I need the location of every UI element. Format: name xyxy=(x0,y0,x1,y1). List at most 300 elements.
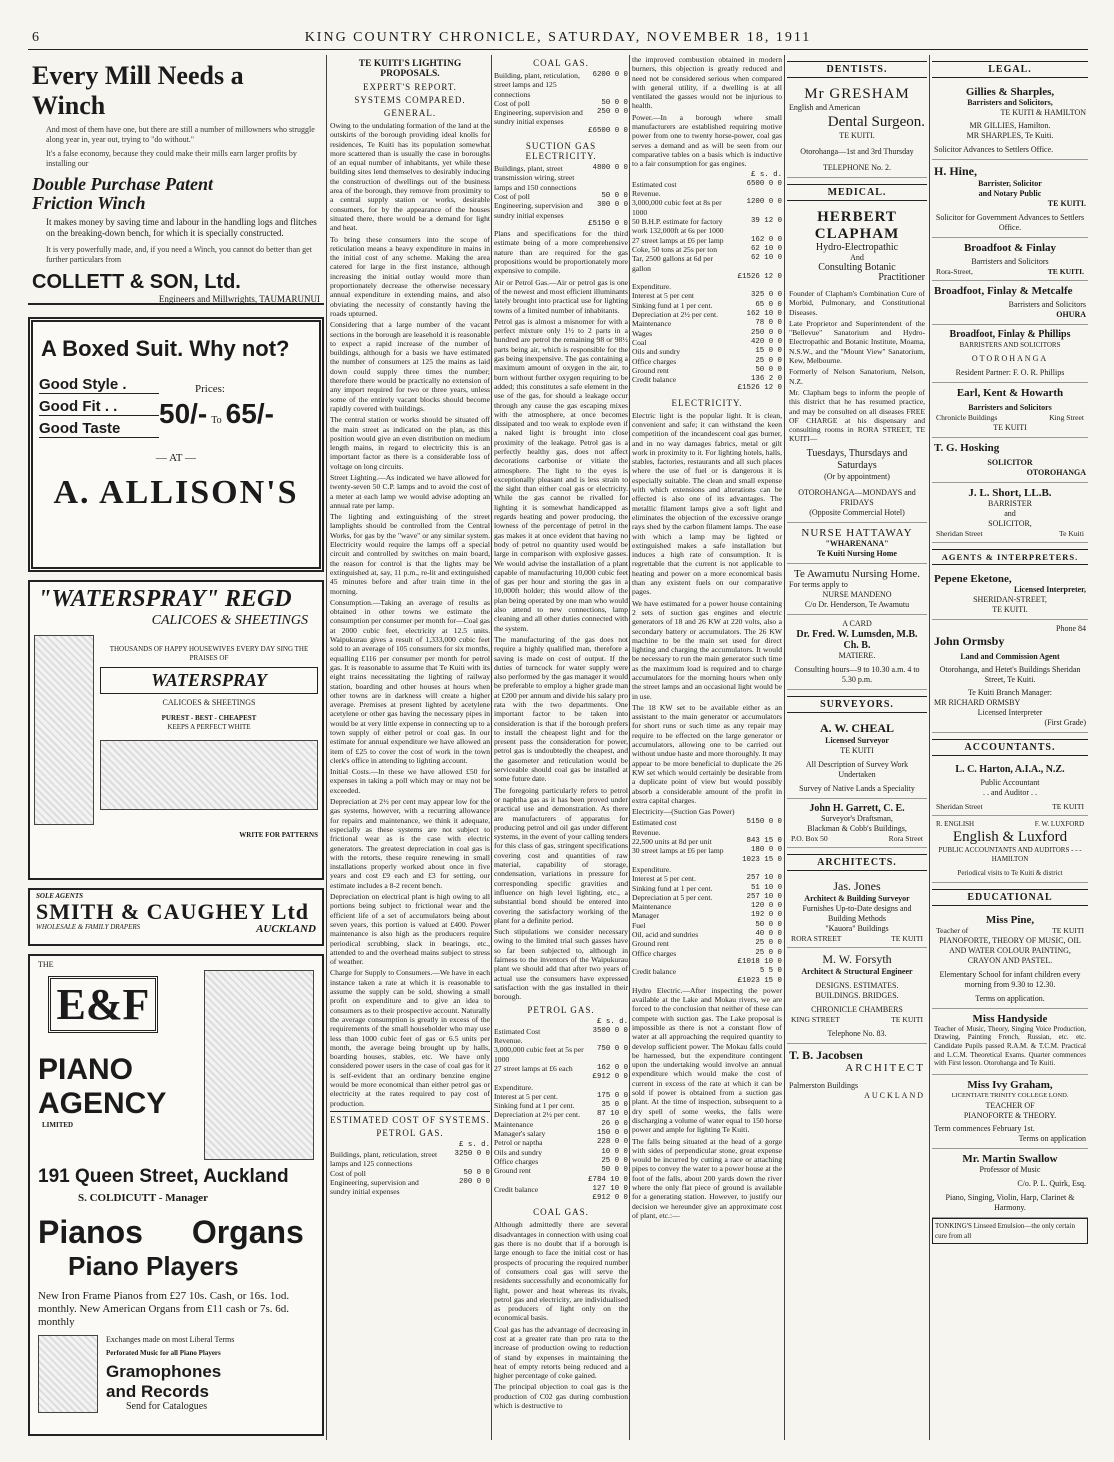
entry-line: Sheridan Street xyxy=(936,528,983,538)
suction-heading: SUCTION GAS ELECTRICITY. xyxy=(525,141,597,162)
cost-row xyxy=(494,99,628,108)
directory-entry xyxy=(787,615,927,690)
directory-entry xyxy=(932,760,1088,816)
cost-label: Sinking fund at 1 per cent. xyxy=(632,300,713,310)
entry-line: TE KUITI. xyxy=(1047,199,1086,208)
entry-line: Practitioner xyxy=(878,272,925,283)
entry-line: Professor of Music xyxy=(979,1164,1041,1174)
smith-caughey-label: SOLE AGENTS xyxy=(36,892,84,900)
cost-value: 50 0 0 xyxy=(755,365,782,374)
cost-row xyxy=(330,1169,490,1178)
cost-value: 162 0 0 xyxy=(750,235,782,244)
piano-music: Perforated Music for all Piano Players xyxy=(106,1349,221,1357)
cost-row xyxy=(632,865,782,874)
piano-manager: S. COLDICUTT - Manager xyxy=(78,1192,208,1204)
entry-line: Hydro-Electropathic xyxy=(815,242,899,253)
piano-logo: E&F xyxy=(48,976,158,1033)
cost-value: £1526 12 0 xyxy=(737,384,782,393)
waterspray-advertisement xyxy=(28,580,324,880)
entry-line: ARCHITECT xyxy=(845,1061,925,1074)
section-heading-educational: EDUCATIONAL xyxy=(932,889,1088,906)
entry-name: Miss Pine, xyxy=(985,914,1035,927)
cost-row xyxy=(632,384,782,393)
directory-entry xyxy=(787,523,927,564)
cost-label: Petrol or naptha xyxy=(494,1138,543,1148)
cost-label: Cost of poll xyxy=(494,191,530,201)
entry-name: Jas. Jones xyxy=(833,879,881,894)
allison-price-to-word: To xyxy=(211,415,222,426)
cost-value: 50 0 0 xyxy=(463,1168,490,1177)
entry-line: Solicitor Advances to Settlers Office. xyxy=(934,145,1054,154)
entry-line: For terms apply to xyxy=(789,579,848,589)
article-subtitle: GENERAL. xyxy=(383,108,437,118)
waterspray-sub-2: CALICOES & SHEETINGS xyxy=(162,698,256,707)
allison-point: Good Style . xyxy=(39,376,159,394)
entry-line: "WHARENANA" xyxy=(825,538,889,548)
cost-label: Oil, acid and sundries xyxy=(632,930,699,940)
entry-name: Te Awamutu Nursing Home. xyxy=(794,567,920,580)
waterspray-banner: THOUSANDS OF HAPPY HOUSEWIVES EVERY DAY SING THE PRAISES OF xyxy=(109,645,309,662)
cost-row xyxy=(632,189,782,198)
directory-entry xyxy=(787,1044,927,1105)
cost-row xyxy=(494,1166,628,1175)
cost-row xyxy=(632,236,782,245)
entry-name: NURSE HATTAWAY xyxy=(801,526,913,539)
entry-line: AUCKLAND xyxy=(864,1090,925,1100)
money-heading: £ s. d. xyxy=(750,170,782,179)
article-title: TE KUITI'S LIGHTING PROPOSALS. xyxy=(358,59,462,79)
cost-label: Office charges xyxy=(632,356,677,366)
cost-label: Buildings, plant, street transmission wiring, street lamps and 150 connections xyxy=(494,164,577,192)
cost-value: 420 0 0 xyxy=(750,337,782,346)
entry-line: TE KUITI xyxy=(1052,926,1084,936)
entry-line: MR RICHARD ORMSBY xyxy=(934,697,1021,707)
cost-label: Interest at 5 per cent xyxy=(632,291,694,301)
column-rule xyxy=(491,55,492,1440)
entry-line: Solicitor for Government Advances to Settlers Office. xyxy=(935,213,1085,232)
cost-value: 50 0 0 xyxy=(601,98,628,107)
cost-value: £1526 12 0 xyxy=(737,272,782,281)
smith-caughey-advertisement xyxy=(28,888,324,946)
cost-label: Revenue. xyxy=(494,1036,523,1046)
cost-row xyxy=(632,217,782,236)
column-rule xyxy=(629,55,630,1440)
cost-label: Tar, 2500 gallons at 6d per gallon xyxy=(632,254,713,273)
cost-value: 62 10 0 xyxy=(750,254,782,263)
cost-label: 22,500 units at 8d per unit xyxy=(632,837,712,847)
winch-advertisement xyxy=(28,55,324,305)
cost-label: Estimated cost xyxy=(632,179,677,189)
entry-line: SHERIDAN-STREET, xyxy=(973,594,1047,604)
professional-directory xyxy=(787,55,927,1440)
article-paragraph: Hydro Electric.—After inspecting the power available at the Lake and Mokau rivers, we are forced to the conclusion that neither of these can compete with suction gas. The Lake proposal is impossible as there is not a constant flow of water at all approaching the required quantity to develop sufficient power. The Mokau falls could be harnessed, but the expenditure contingent upon the undertaking would involve an annual expenditure which would make the cost of current in excess of the rate at which it can be sold if power is obtained from a suction gas plant. At the time of inspection, subsequent to a dry spell of some weeks, the falls were discharging a volume of water equal to 150 horse power and ample for lighting Te Kuiti. xyxy=(632,985,782,1135)
directory-entry xyxy=(932,438,1088,483)
entry-line: CHRONICLE CHAMBERS xyxy=(811,1005,903,1015)
entry-name: Miss Ivy Graham, xyxy=(967,1078,1053,1091)
cost-label: Oils and sundry xyxy=(632,347,681,357)
entry-line: TE KUITI. xyxy=(1047,267,1084,276)
entry-line: Survey of Native Lands a Speciality xyxy=(799,783,915,793)
entry-line: TE KUITI & HAMILTON xyxy=(1000,108,1086,117)
entry-name: Earl, Kent & Howarth xyxy=(956,387,1064,400)
article-paragraph: Such stipulations we consider necessary owing to the limited trial such gasses have so far been subjected to, although in fairness to the inventors of the Waipukurau plant we should add that after two years of actual use the consumers have expressed satisfaction with the gas installed in their borough. xyxy=(494,927,628,1002)
entry-line: MR SHARPLES, Te Kuiti. xyxy=(966,131,1054,140)
entry-line: King Street xyxy=(1049,413,1084,423)
cost-value: 150 0 0 xyxy=(596,1129,628,1138)
article-paragraph: To bring these consumers into the scope of reticulation means a heavy expenditure in mains in the initial cost of any scheme. Making the area catered for large in the first instance, although increasing the initial outlay would more than proportionately decrease the otherwise necessary annual expenditure in extending mains, and also obviating the necessity of constantly having the roads upturned. xyxy=(330,234,490,318)
cost-row xyxy=(494,1036,628,1045)
waterspray-sub: CALICOES & SHEETINGS xyxy=(151,613,308,628)
cost-label: Office charges xyxy=(494,1156,539,1166)
cost-table-title: ESTIMATED COST OF SYSTEMS. xyxy=(330,1111,490,1125)
cost-row xyxy=(632,902,782,911)
cost-row xyxy=(632,198,782,217)
entry-line: Te Kuiti xyxy=(1059,528,1084,538)
piano-gram-2: and Records xyxy=(106,1382,209,1401)
cost-row xyxy=(632,977,782,986)
entry-line: Elementary School for infant children every morning from 9.30 to 12.30. xyxy=(939,969,1081,989)
entry-line: Barristers and Solicitors xyxy=(971,257,1049,266)
cost-label: Expenditure. xyxy=(632,282,672,292)
cost-row xyxy=(632,828,782,837)
entry-paragraph: Teacher of Music, Theory, Singing Voice Production, Drawing, Painting French, Russian, etc. etc. Candidate Pupils passed R.A.M. & T.C.M. Practical and L.C.M. Theoretical Exams. Quarter commences with First lesson. Otorohanga and Te Kuiti. xyxy=(934,1024,1086,1068)
newspaper-title: KING COUNTRY CHRONICLE, SATURDAY, NOVEMBER 18, 1911 xyxy=(304,30,812,45)
cost-label: Engineering, supervision and sundry initial expenses xyxy=(494,108,583,127)
entry-line: MR GILLIES, Hamilton. xyxy=(969,121,1051,130)
cost-label: Cost of poll xyxy=(330,1168,366,1178)
cost-label: Ground rent xyxy=(632,939,669,949)
cost-value: 25 0 0 xyxy=(601,1156,628,1165)
cost-row xyxy=(632,338,782,347)
entry-line: Terms on application. xyxy=(975,993,1045,1003)
article-paragraph: Power.—In a borough where small manufacturers are established requiring motive power from one to twenty horse-power, coal gas serves a demand and as will be seen from our comparative tables on a basis which is inductive to a fair consumption for gas engines. xyxy=(632,112,782,169)
cost-row xyxy=(632,846,782,855)
article-paragraph: Charge for Supply to Consumers.—We have in each instance taken a rate at which it is reasonable to assume the supply can be sold, showing a small profit on expenditure and to give an idea to consumers as to their prospective account. Naturally the average consumption is greatly in excess of the requirements of the small householder who may use less than 1000 cubic feet of gas or 6.5 units per month, the average being brought up by halls, boarding houses, stables, etc. We have only considered power users in the case of coal gas for it is self-evident that an ordinary benzine engine would be more economical than either petrol gas or electricity at the rates required to pay cost of production. xyxy=(330,968,490,1108)
cost-value: 257 10 0 xyxy=(746,874,782,883)
entry-line: SOLICITOR xyxy=(987,457,1033,467)
article-paragraph: The 18 KW set to be available either as an assistant to the main generator or accumulators for short runs or such time as any repair may require to be effected on the large generator or accumulators, allowing one to be carried out without undue haste and more thoroughly. It may appear to be more beneficial to duplicate the 26 KW set which would certainly be desirable from a duplicate point of view but would possibly absorb a considerable amount of the profit in extra capital charges. xyxy=(632,702,782,805)
cost-row xyxy=(494,1157,628,1166)
cost-row xyxy=(494,1129,628,1138)
entry-line: Term commences February 1st. xyxy=(934,1123,1035,1133)
entry-line: C/o Dr. Henderson, Te Awamutu xyxy=(804,599,910,609)
article-paragraph: Electric light is the popular light. It is clean, convenient and safe; it can withstand the keen competition of the incandescent coal gas burner, and in no way damages fabrics, metal or gilt work in proximity to it. For lighting hotels, halls, stables, factories, restaurants and all such places where the use of fuel or is dangerous it is especially suitable. The clean and small expense with which extensions and alterations can be effected is also one of its advantages. The metallic filament lamps give a soft light and eliminates the objection of the excessive orange rays shed by the carbon filament lamps. The ease with which a lamp may be lighted or extinguished makes a safe installation but induces a high rate of consumption. It is regrettable that the current is not applicable to heating and power on a more economical basis than any existent fuels on our comparative pages. xyxy=(632,410,782,597)
cost-value: 6500 0 0 xyxy=(746,179,782,188)
entry-name: Broadfoot & Finlay xyxy=(963,242,1057,254)
entry-line: Piano, Singing, Violin, Harp, Clarinet & Harmony. xyxy=(945,1192,1075,1212)
cost-row xyxy=(632,282,782,291)
directory-entry xyxy=(932,483,1088,543)
entry-line: PIANOFORTE & THEORY. xyxy=(963,1110,1057,1120)
entry-line: NURSE MANDENO xyxy=(822,589,892,599)
entry-paragraph: Founder of Clapham's Combination Cure of Morbid, Pulmonary, and Constitutional Diseases. xyxy=(789,289,925,317)
cost-row xyxy=(494,1110,628,1119)
cost-value: 40 0 0 xyxy=(755,930,782,939)
piano-gram-1: Gramophones xyxy=(106,1362,222,1381)
cost-row xyxy=(330,1178,490,1197)
cost-value: 5150 0 0 xyxy=(746,818,782,827)
lighting-article-column xyxy=(330,55,490,1440)
entry-line: Sheridan Street xyxy=(936,801,983,811)
directory-entry xyxy=(787,875,927,948)
waterspray-brand: "WATERSPRAY" REGD xyxy=(38,586,292,612)
directory-entry xyxy=(932,816,1088,883)
directory-entry xyxy=(932,910,1088,1008)
winch-intro-2: It's a false economy, because they could make their mills earn larger profits by installing our xyxy=(46,149,297,168)
piano-line-2: Piano Players xyxy=(68,1251,239,1281)
directory-entry xyxy=(932,325,1088,383)
cost-value: 39 12 0 xyxy=(750,217,782,226)
cost-row xyxy=(632,856,782,865)
entry-line: Te Kuiti Nursing Home xyxy=(817,548,897,558)
cost-value: 192 0 0 xyxy=(750,911,782,920)
allison-point: Good Fit . . xyxy=(39,398,159,416)
piano-name-1: PIANO xyxy=(38,1053,134,1086)
article-paragraph: The principal objection to coal gas is the production of C02 gas during combustion which is destructive to xyxy=(494,1382,628,1411)
column-rule xyxy=(929,55,930,1440)
cost-row xyxy=(632,319,782,328)
entry-line: and Notary Public xyxy=(978,189,1042,198)
article-paragraph: Coal gas has the advantage of decreasing in cost at a greater rate than pro rata to the increase of production owing to reduction of stand by expenses in maintaining the heat of empty retorts being reduced and a higher percentage of coke gained. xyxy=(494,1324,628,1381)
cost-value: 162 0 0 xyxy=(596,1063,628,1072)
tonking-advert: TONKING'S Linseed Emulsion—the only certain cure from all xyxy=(932,1218,1088,1244)
entry-line: Land and Commission Agent xyxy=(960,651,1060,661)
cost-value: 200 0 0 xyxy=(458,1178,490,1187)
entry-line: A CARD xyxy=(842,618,872,628)
cost-label: Building, plant, reticulation, street lamps and 125 connections xyxy=(494,71,580,99)
entry-line: Consulting hours—9 to 10.30 a.m. 4 to 5.30 p.m. xyxy=(794,664,920,684)
cost-row xyxy=(494,1092,628,1101)
directory-entry xyxy=(787,948,927,1043)
smith-caughey-city: AUCKLAND xyxy=(256,923,316,935)
cost-row xyxy=(632,273,782,282)
article-paragraph: Air or Petrol Gas.—Air or petrol gas is one of the newest and most efficient illuminants lately brought into practical use for lighting towns of a limited number of inhabitants. xyxy=(494,277,628,315)
entry-line: F. W. LUXFORD xyxy=(1034,820,1084,829)
entry-paragraph: Mr. Clapham begs to inform the people of this district that he has resumed practice, and may be consulted on all diseases FREE OF CHARGE at his dispensary and consulting rooms in RORA STREET, TE KUITI— xyxy=(789,387,925,444)
entry-line: P.O. Box 50 xyxy=(791,833,828,843)
cost-value: 3500 0 0 xyxy=(592,1026,628,1035)
cost-row xyxy=(632,347,782,356)
cost-row xyxy=(494,1101,628,1110)
cost-value: 843 15 0 xyxy=(746,837,782,846)
entry-line: . . and Auditor . . xyxy=(983,787,1037,797)
gramophone-illustration xyxy=(38,1335,98,1413)
cost-label: Maintenance xyxy=(494,1119,534,1129)
article-paragraph: Depreciation at 2½ per cent may appear low for the gas systems, however, with a recurring allowance for repairs and maintenance, we think it adequate, especially as these systems are not subject to frictional wear as is the case with electric generators. The greatest depreciation in coal gas is with the retorts, these require renewing in small installations properly worked about once in five years and cost £9 each and £3 for setting, our estimate includes a 8-2 recent bench. xyxy=(330,797,490,890)
cost-value: 87 10 0 xyxy=(596,1110,628,1119)
directory-entry xyxy=(787,717,927,799)
entry-line: Periodical visits to Te Kuiti & district xyxy=(957,869,1063,878)
cost-label: Ground rent xyxy=(632,365,669,375)
cost-label: 3,000,000 cubic feet at 5s per 1000 xyxy=(494,1045,584,1064)
cost-row xyxy=(632,884,782,893)
cost-row xyxy=(632,967,782,976)
piano-offer: New Iron Frame Pianos from £27 10s. Cash, or 16s. 1od. monthly. New American Organs from £11 cash or 7s. 6d. monthly xyxy=(38,1290,290,1328)
cost-row xyxy=(632,949,782,958)
cost-row xyxy=(494,1120,628,1129)
allison-advertisement xyxy=(28,317,324,572)
entry-name: T. B. Jacobsen xyxy=(789,1047,863,1062)
money-heading: £ s. d. xyxy=(596,1017,628,1026)
entry-line: Dental Surgeon. xyxy=(827,114,925,130)
cost-value: 25 0 0 xyxy=(755,939,782,948)
entry-line: TELEPHONE No. 2. xyxy=(823,163,891,172)
cost-value: 1200 0 0 xyxy=(746,198,782,207)
cost-label: 3,000,000 cubic feet at 8s per 1000 xyxy=(632,198,722,217)
cost-row xyxy=(632,310,782,319)
entry-line: Barristers and Solicitors xyxy=(968,403,1052,413)
piano-name-2: AGENCY xyxy=(38,1087,167,1120)
entry-line: BARRISTERS AND SOLICITORS xyxy=(959,341,1061,350)
article-paragraph: Electricity—(Suction Gas Power) xyxy=(632,807,735,817)
cost-value: 325 0 0 xyxy=(750,291,782,300)
entry-line: Licensed Interpreter, xyxy=(1014,584,1086,594)
directory-entry xyxy=(787,799,927,848)
entry-line: TE KUITI xyxy=(840,745,874,755)
cost-row xyxy=(494,1185,628,1194)
piano-exchanges: Exchanges made on most Liberal Terms xyxy=(106,1335,235,1344)
directory-entry xyxy=(932,1009,1088,1075)
cost-value: 120 0 0 xyxy=(750,902,782,911)
money-heading-row xyxy=(632,171,782,180)
directory-entry xyxy=(932,281,1088,325)
allison-shop: A. ALLISON'S xyxy=(53,474,299,511)
cost-value: 750 0 0 xyxy=(596,1045,628,1054)
cost-row xyxy=(494,1194,628,1203)
cost-column xyxy=(494,55,628,1440)
article-paragraph: The central station or works should be situated off the main street as indicated on the plan, as this position would give an even distribution on medium length mains, in regard to electricity this is an important factor as there is a considerable loss of voltage on long circuits. xyxy=(330,415,490,471)
entry-name: Broadfoot, Finlay & Metcalfe xyxy=(934,285,1073,298)
directory-entry xyxy=(787,205,927,523)
entry-line: Teacher of xyxy=(936,926,969,936)
entry-name: Gillies & Sharples, xyxy=(965,86,1055,98)
cost-row xyxy=(632,837,782,846)
entry-line: Te Kuiti Branch Manager: xyxy=(967,687,1053,697)
piano-send: Send for Catalogues xyxy=(126,1401,208,1412)
cost-row xyxy=(494,1073,628,1082)
article-paragraph: The lighting and extinguishing of the street lamplights should be controlled from the Central Works, for gas by the "wave" or any similar system. Electricity would require the lamps off a special circuit and controlled by switches on main board, the reason for control is that the lights may be extinguished at, say, 11 p.m., re-lit and extinguished 45 minutes before and after train time in the morning. xyxy=(330,512,490,596)
cost-value: 15 0 0 xyxy=(755,347,782,356)
entry-line: TEACHER OF xyxy=(985,1100,1035,1110)
entry-line: All Description of Survey Work Undertaken xyxy=(805,759,909,779)
cost-row xyxy=(632,357,782,366)
cost-row xyxy=(494,1027,628,1036)
winch-headline: Every Mill Needs a Winch xyxy=(32,61,244,120)
cost-value: 50 0 0 xyxy=(601,1166,628,1175)
cost-value: 3250 0 0 xyxy=(454,1150,490,1159)
section-heading-architects: ARCHITECTS. xyxy=(787,854,927,871)
cost-row xyxy=(632,874,782,883)
cost-row xyxy=(632,180,782,189)
cost-label: 30 street lamps at £6 per lamp xyxy=(632,846,724,856)
entry-paragraph: Late Proprietor and Superintendent of the "Bellevue" Sanatorium and Hydro-Electropathic and Botanic Institute, Moama, N.S.W., and the "Mount View" Sanatorium, Kew, Melbourne. xyxy=(789,318,925,366)
entry-line: Otorohanga—1st and 3rd Thursday xyxy=(800,147,914,156)
entry-name: John H. Garrett, C. E. xyxy=(809,802,905,814)
article-paragraph: the improved combustion obtained in modern burners, this objection is greatly reduced and need not be considered serious when compared with general utility, if a dwelling is at all ventilated the gasses would not be injurious to health. xyxy=(632,55,782,111)
section-heading-accountants: ACCOUNTANTS. xyxy=(932,739,1088,756)
electricity-heading: ELECTRICITY. xyxy=(671,397,743,408)
cost-row xyxy=(632,301,782,310)
cost-row xyxy=(494,164,628,192)
piano-limited: LIMITED xyxy=(42,1121,74,1129)
entry-line: Barrister, Solicitor xyxy=(978,179,1042,188)
cost-label: Expenditure. xyxy=(632,864,672,874)
entry-paragraph: Formerly of Nelson Sanatorium, Nelson, N.Z. xyxy=(789,367,925,386)
entry-line: Telephone No. 83. xyxy=(827,1028,887,1038)
piano-the: THE xyxy=(38,960,54,969)
cost-value: 250 0 0 xyxy=(596,108,628,117)
entry-name: L. C. Harton, A.I.A., N.Z. xyxy=(955,763,1065,775)
entry-line: English and American xyxy=(789,103,861,112)
winch-company: COLLETT & SON, Ltd. xyxy=(32,271,241,293)
entry-line: OTOROHANGA xyxy=(971,354,1049,364)
entry-line: TE KUITI xyxy=(891,1015,923,1025)
entry-line: LICENTIATE TRINITY COLLEGE LOND. xyxy=(951,1091,1069,1099)
cost-label: Interest at 5 per cent. xyxy=(494,1091,558,1101)
article-paragraph: Considering that a large number of the vacant sections in the borough are leasehold it is reasonable to expect a rapid increase of the number of buildings, although for a basis we have estimated the number of consumers at 125 the mains as laid down could supply three times the number; therefore there would be practically no extension of any import required for two or three years, unless some of the entirely vacant blocks should become rapidly covered with buildings. xyxy=(330,320,490,413)
entry-line: RORA STREET xyxy=(791,934,842,944)
section-heading-legal: LEGAL. xyxy=(932,61,1088,78)
cost-value: 50 0 0 xyxy=(755,920,782,929)
article-paragraph: The manufacturing of the gas does not require a highly qualified man, therefore a saving is made on cost of output. If the duties of turncock for water supply were also performed by the gas manager it would be preferable to employ a higher grade man at £200 per annum and divide his salary pro rata with the two departments. One important factor to be taken into consideration is that if the borough prefers to install the cheapest light and for the present pass the consideration for power, petrol gas is undoubtedly the cheapest, and the gasometer and reticulation would be serviceable should coal gas be installed at some future date. xyxy=(494,634,628,784)
entry-line: TE KUITI xyxy=(1052,801,1084,811)
cost-label: Revenue. xyxy=(632,827,661,837)
entry-name: M. W. Forsyth xyxy=(822,952,892,967)
coal-gas-heading: COAL GAS. xyxy=(533,1207,589,1218)
article-paragraph: Although admittedly there are several disadvantages in connection with using coal gas there is no doubt that if a borough is large enough to face the initial cost or has prospects of procuring the required number of consumers coal gas will serve the residents successfully and economically for light, power and heat whereas its rivals, petrol gas and electricity, are individualised as producers of light only on the economical basis. xyxy=(494,1220,628,1323)
cost-value: 1023 15 0 xyxy=(742,855,782,864)
entry-line: TE KUITI. xyxy=(992,604,1028,614)
cost-row xyxy=(632,375,782,384)
cost-row xyxy=(632,329,782,338)
cost-value: 250 0 0 xyxy=(750,328,782,337)
article-paragraph: Consumption.—Taking an average of results as obtained in other towns we estimate the consumption per consumer per month for—Coal gas at 2000 cubic feet, electricity at 12.5 units. Waipukurau gives a result of 1,333,000 cubic feet sold to an average of 105 consumers for six months, equalling £116 per consumer per month for petrol gas. It is reasonable to assume that Te Kuiti with its eight trains necessitating the lighting of railway station, boarding and other houses at hours when other towns are in darkness will create a higher average. Premises at present lighted by acetylene acetylene or other gas having the necessary pipes in would be at very little expense in connecting up to a town supply of either petrol or coal gas. In our estimate for annual expenditure we have allowed an item of £25 to cover the cost of work in the town clerk's office in attending to lighting account. xyxy=(330,597,490,765)
money-heading: £ s. d. xyxy=(458,1140,490,1149)
cost-label: Estimated Cost xyxy=(494,1026,541,1036)
entry-line: Tuesdays, Thursdays and Saturdays xyxy=(806,447,908,471)
cost-row xyxy=(632,939,782,948)
directory-entry xyxy=(787,564,927,615)
cost-label: Office charges xyxy=(632,948,677,958)
cost-label: 50 B.H.P. estimate for factory work 132,000ft at 6s per 1000 xyxy=(632,217,724,236)
entry-line: (Or by appointment) xyxy=(824,471,890,481)
cost-row xyxy=(494,220,628,229)
cost-label: Wages xyxy=(632,328,653,338)
entry-line: "Kauora" Buildings xyxy=(825,924,889,934)
section-heading-agents: AGENTS & INTERPRETERS. xyxy=(932,549,1088,565)
cost-row xyxy=(632,893,782,902)
entry-line: PIANOFORTE, THEORY OF MUSIC, OIL AND WATER COLOUR PAINTING, CRAYON AND PASTEL. xyxy=(939,935,1081,965)
cost-row xyxy=(632,911,782,920)
cost-row xyxy=(494,1176,628,1185)
entry-name: Miss Handyside xyxy=(972,1012,1048,1025)
article-paragraph: Owing to the undulating formation of the land at the outskirts of the borough providing ideal knolls for residences, Te Kuiti has its population somewhat more scattered than is usually the case in boroughs of an equal number of inhabitants, yet while these building sites lend themselves to desirably inducing the construction of dwellings out of the business area of the borough, they remove from proximity to a central supply station or works, desirable consumers, for by the appearance of the houses situated there, there would be a demand for light and heat. xyxy=(330,121,490,233)
entry-line: BARRISTER xyxy=(987,498,1032,508)
entry-name: T. G. Hosking xyxy=(934,441,1000,454)
laundry-illustration xyxy=(100,740,318,810)
cost-label: Interest at 5 per cent. xyxy=(632,874,696,884)
entry-line: (First Grade) xyxy=(1044,717,1086,727)
cost-label: Sinking fund at 1 per cent. xyxy=(494,1101,575,1111)
cost-value: 65 0 0 xyxy=(755,300,782,309)
section-heading-surveyors: SURVEYORS. xyxy=(787,696,927,713)
cost-value: £1023 15 0 xyxy=(737,976,782,985)
entry-line: (Opposite Commercial Hotel) xyxy=(809,507,905,517)
cost-label: Maintenance xyxy=(632,319,672,329)
cost-label: Expenditure. xyxy=(494,1082,534,1092)
cost-value: 25 0 0 xyxy=(755,356,782,365)
cost-value: £5150 0 0 xyxy=(588,219,628,228)
